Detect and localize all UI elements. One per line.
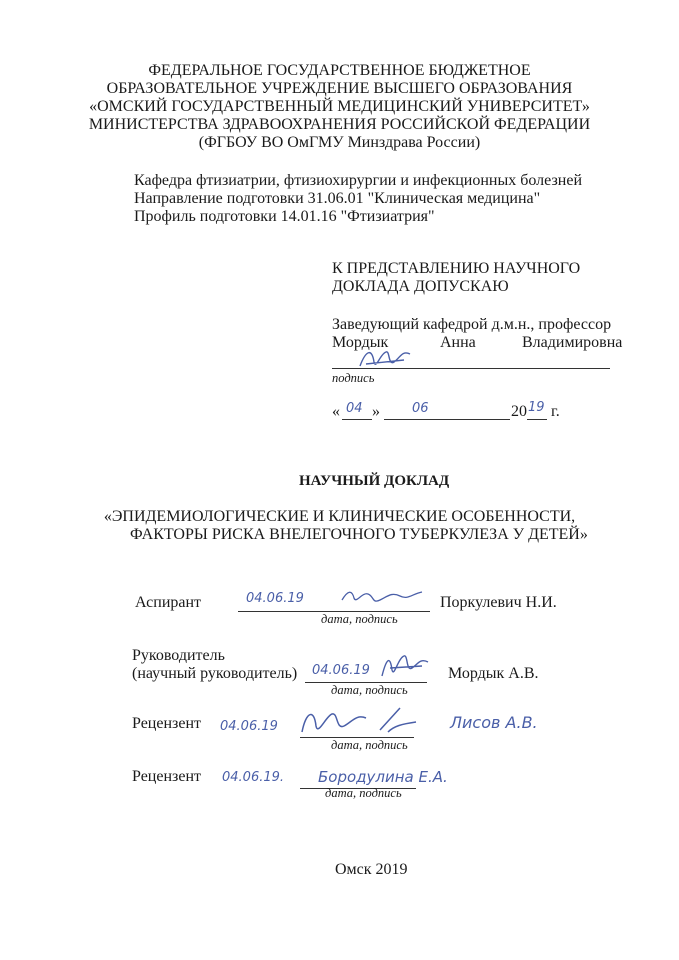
training-direction: Направление подготовки 31.06.01 "Клиническая медицина" xyxy=(134,190,541,207)
date-year-prefix: 20 xyxy=(511,403,527,420)
training-profile: Профиль подготовки 14.01.16 "Фтизиатрия" xyxy=(134,208,435,225)
report-title-line-1: «ЭПИДЕМИОЛОГИЧЕСКИЕ И КЛИНИЧЕСКИЕ ОСОБЕННОСТИ, xyxy=(103,508,576,525)
signatory-date: 04.06.19. xyxy=(222,770,285,785)
signatory-role: Рецензент xyxy=(132,768,201,785)
signatory-date: 04.06.19 xyxy=(246,591,304,606)
date-month: 06 xyxy=(412,401,429,416)
signatory-caption: дата, подпись xyxy=(331,683,408,697)
date-open-quote: « xyxy=(332,403,340,420)
signatory-signature xyxy=(378,648,438,684)
report-heading: НАУЧНЫЙ ДОКЛАД xyxy=(299,473,450,489)
header-org-line-3: «ОМСКИЙ ГОСУДАРСТВЕННЫЙ МЕДИЦИНСКИЙ УНИВЕРСИТЕТ» xyxy=(89,98,590,115)
signatory-caption: дата, подпись xyxy=(331,738,408,752)
head-surname: Мордык xyxy=(332,334,389,351)
signature-label: подпись xyxy=(332,371,375,385)
date-year-suffix: 19 xyxy=(528,400,545,415)
head-of-department-title: Заведующий кафедрой д.м.н., профессор xyxy=(332,316,612,333)
signatory-role: Рецензент xyxy=(132,715,201,732)
head-name: Анна xyxy=(440,334,476,351)
date-year-line xyxy=(527,419,547,420)
date-year-g: г. xyxy=(551,403,560,420)
signatory-caption: дата, подпись xyxy=(325,786,402,800)
date-close-quote: » xyxy=(372,403,380,420)
signatory-caption: дата, подпись xyxy=(321,612,398,626)
signatory-date: 04.06.19 xyxy=(312,663,370,678)
date-day: 04 xyxy=(346,401,363,416)
header-org-line-4: МИНИСТЕРСТВА ЗДРАВООХРАНЕНИЯ РОССИЙСКОЙ ФЕДЕРАЦИИ xyxy=(88,116,591,133)
city-year: Омск 2019 xyxy=(335,861,408,878)
approval-line-1: К ПРЕДСТАВЛЕНИЮ НАУЧНОГО xyxy=(332,260,581,277)
head-patronymic: Владимировна xyxy=(522,334,623,351)
signatory-role: Руководитель xyxy=(132,647,225,664)
approval-line-2: ДОКЛАДА ДОПУСКАЮ xyxy=(332,278,509,295)
header-org-line-2: ОБРАЗОВАТЕЛЬНОЕ УЧРЕЖДЕНИЕ ВЫСШЕГО ОБРАЗОВАНИЯ xyxy=(106,80,573,97)
department-chair: Кафедра фтизиатрии, фтизиохирургии и инфекционных болезней xyxy=(134,172,582,189)
signatory-date: 04.06.19 xyxy=(220,719,278,734)
date-day-line xyxy=(342,419,372,420)
header-org-line-5: (ФГБОУ ВО ОмГМУ Минздрава России) xyxy=(198,134,481,151)
report-title-line-2: ФАКТОРЫ РИСКА ВНЕЛЕГОЧНОГО ТУБЕРКУЛЕЗА У ДЕТЕЙ» xyxy=(130,526,588,543)
signatory-name: Мордык А.В. xyxy=(448,665,539,682)
signatory-signature xyxy=(296,702,422,742)
signatory-role: Аспирант xyxy=(135,594,202,611)
signatory-role-detail: (научный руководитель) xyxy=(132,665,298,682)
signatory-name: Бородулина Е.А. xyxy=(318,768,448,786)
signatory-name: Поркулевич Н.И. xyxy=(440,594,557,611)
date-month-line xyxy=(384,419,510,420)
header-org-line-1: ФЕДЕРАЛЬНОЕ ГОСУДАРСТВЕННОЕ БЮДЖЕТНОЕ xyxy=(148,62,531,79)
signatory-signature xyxy=(338,584,428,612)
signatory-name: Лисов А.В. xyxy=(450,713,538,732)
